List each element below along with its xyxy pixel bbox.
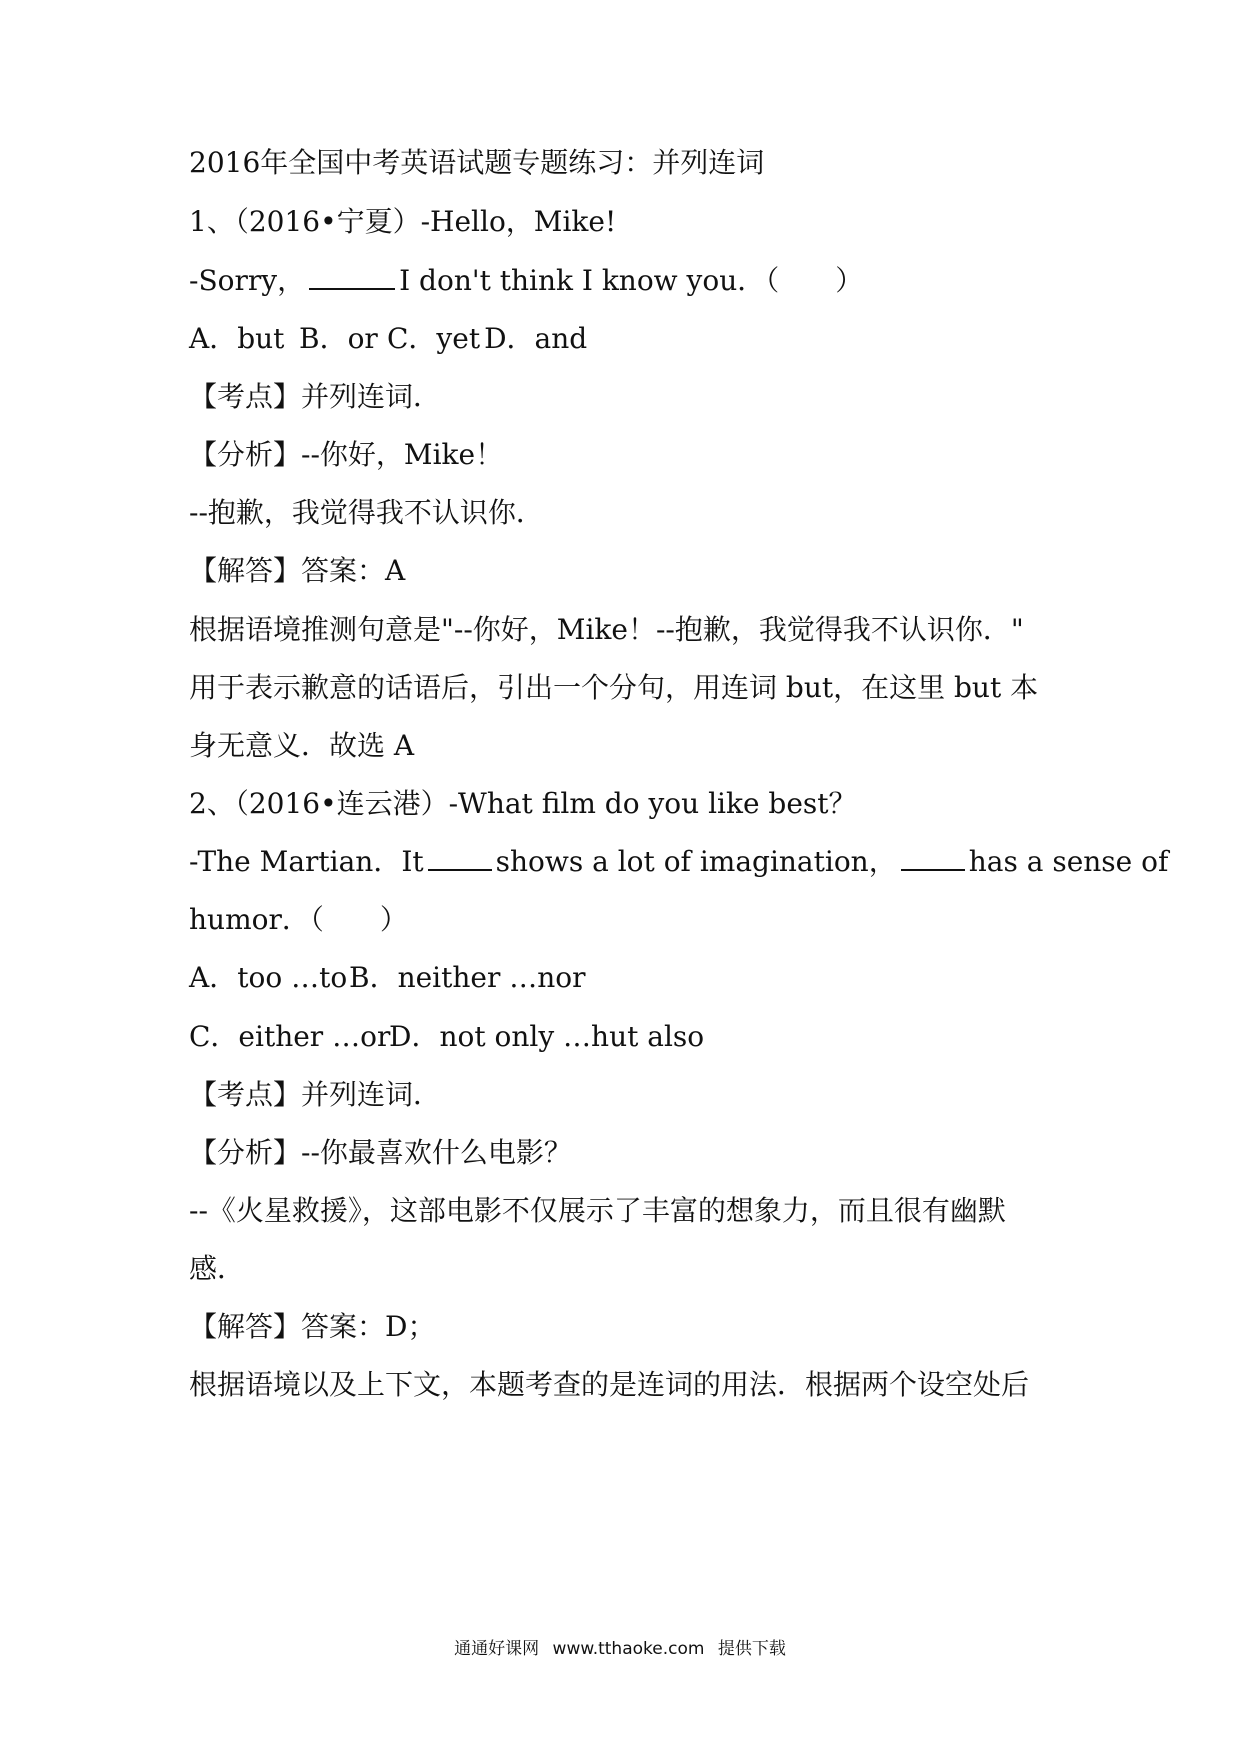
q1-option-a: A．but [189,322,285,355]
q2-option-a: A．too …to [189,961,348,994]
q2-answer-blank-2 [901,847,965,871]
q2-stem: 2、（2016•连云港）-What film do you like best？ [189,787,857,820]
footer-note: 提供下载 [717,1639,786,1659]
q1-fenxi-1: 【分析】--你好，Mike！ [189,438,504,471]
document-title: 2016年全国中考英语试题专题练习：并列连词 [189,146,765,179]
q1-fenxi-2: --抱歉，我觉得我不认识你． [189,496,544,529]
q2-option-b: B．neither …nor [349,961,586,994]
q2-fenxi-3: 感． [189,1252,246,1285]
q1-stem: 1、（2016•宁夏）-Hello，Mike! [189,205,617,238]
q2-line2-part-c: has a sense of [968,845,1169,878]
q2-explanation-1: 根据语境以及上下文，本题考查的是连词的用法．根据两个设空处后 [189,1368,1030,1401]
q2-line2-part-a: -The Martian．It [189,845,424,878]
q1-options [189,322,1069,356]
q1-explanation-2: 用于表示歉意的话语后，引出一个分句，用连词 but，在这里 but 本 [189,671,1039,704]
q1-line2-part-b: I don't think I know you．（ ） [399,264,864,297]
q2-jieda: 【解答】答案：D； [189,1310,436,1343]
q2-options-row-2 [189,1020,1069,1054]
q2-dialogue-line-end: humor．（ ） [189,903,408,936]
q2-dialogue-line [189,845,1169,879]
q2-fenxi-1: 【分析】--你最喜欢什么电影？ [189,1136,572,1169]
q2-option-d: D．not only …hut also [389,1020,705,1053]
q2-options-row-1 [189,961,1069,995]
q2-fenxi-2: --《火星救援》，这部电影不仅展示了丰富的想象力，而且很有幽默 [189,1194,1006,1227]
footer-site-name: 通通好课网 [454,1639,540,1659]
q2-kaodian: 【考点】并列连词． [189,1078,442,1111]
q1-dialogue-line [189,264,1069,298]
q1-option-d: D．and [484,322,588,355]
footer-url[interactable]: www.tthaoke.com [552,1639,705,1659]
q1-jieda: 【解答】答案：A [189,554,406,587]
q1-kaodian: 【考点】并列连词． [189,380,442,413]
page-footer [0,1634,1240,1659]
q1-explanation-1: 根据语境推测句意是"--你好，Mike！--抱歉，我觉得我不认识你．" [189,613,1024,646]
q2-line2-part-b: shows a lot of imagination， [495,845,897,878]
q2-option-c: C．either …or [189,1020,391,1053]
q1-answer-blank [309,266,395,290]
q2-answer-blank-1 [428,847,492,871]
q1-line2-part-a: -Sorry， [189,264,306,297]
q1-option-c: C．yet [387,322,481,355]
q1-option-b: B．or [299,322,378,355]
q1-explanation-3: 身无意义．故选 A [189,729,415,762]
